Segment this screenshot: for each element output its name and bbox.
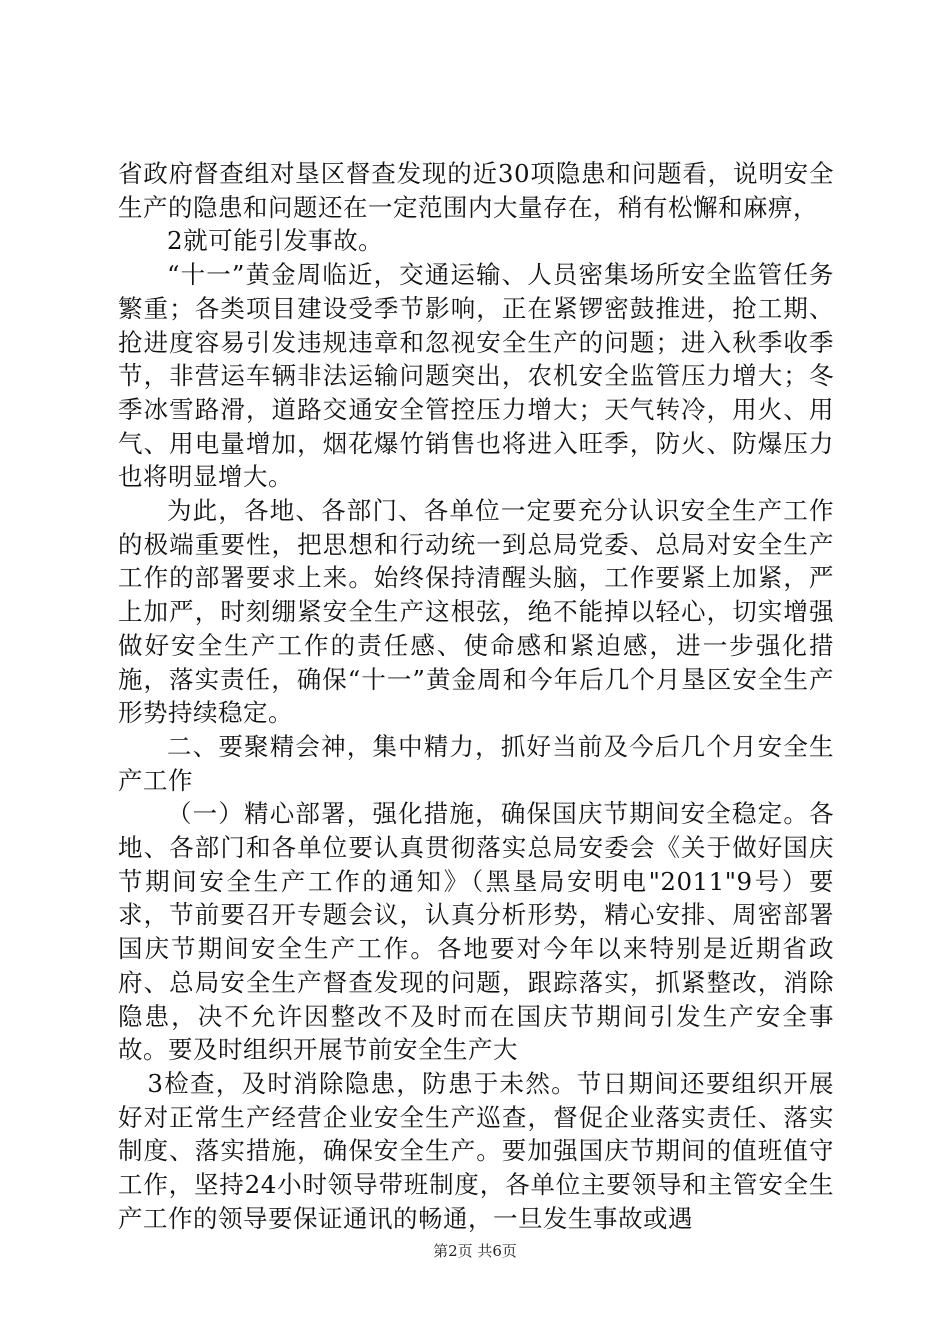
paragraph-awareness: 为此，各地、各部门、各单位一定要充分认识安全生产工作的极端重要性，把思想和行动统一到总局党委、总局对安全生产工作的部署要求上来。始终保持清醒头脑，工作要紧上加紧，严上加严，时刻绷紧安全生产这根弦，绝不能掉以轻心，切实增强做好安全生产工作的责任感、使命感和紧迫感，进一步强化措施，落实责任，确保“十一”黄金周和今年后几个月垦区安全生产形势持续稳定。 [118,496,834,728]
paragraph-golden-week: “十一”黄金周临近，交通运输、人员密集场所安全监管任务繁重；各类项目建设受季节影响，正在紧锣密鼓推进，抢工期、抢进度容易引发违规违章和忽视安全生产的问题；进入秋季收季节，非营运车辆非法运输问题突出，农机安全监管压力增大；冬季冰雪路滑，道路交通安全管控压力增大；天气转冷，用火、用气、用电量增加，烟花爆竹销售也将进入旺季，防火、防爆压力也将明显增大。 [118,260,834,492]
paragraph-continuation: 省政府督查组对垦区督查发现的近30项隐患和问题看，说明安全生产的隐患和问题还在一定范围内大量存在，稍有松懈和麻痹， [118,159,834,222]
section-heading-two: 二、要聚精会神，集中精力，抓好当前及今后几个月安全生产工作 [118,731,834,795]
paragraph-page-marker-2: 2就可能引发事故。 [167,226,384,256]
paragraph-page-marker-3: 3检查，及时消除隐患，防患于未然。节日期间还要组织开展好对正常生产经营企业安全生产巡查，督促企业落实责任、落实制度、落实措施，确保安全生产。要加强国庆节期间的值班值守工作，坚持24小时领导带班制度，各单位主要领导和主管安全生产工作的领导要保证通讯的畅通，一旦发生事故或遇 [118,1068,834,1233]
paragraph-national-day: （一）精心部署，强化措施，确保国庆节期间安全稳定。各地、各部门和各单位要认真贯彻落实总局安委会《关于做好国庆节期间安全生产工作的通知》（黑垦局安明电"2011"9号）要求，节前要召开专题会议，认真分析形势，精心安排、周密部署国庆节期间安全生产工作。各地要对今年以来特别是近期省政府、总局安全生产督查发现的问题，跟踪落实，抓紧整改，消除隐患，决不允许因整改不及时而在国庆节期间引发生产安全事故。要及时组织开展节前安全生产大 [118,799,834,1065]
document-body [118,157,834,1236]
page-footer: 第2页 共6页 [433,1242,517,1260]
